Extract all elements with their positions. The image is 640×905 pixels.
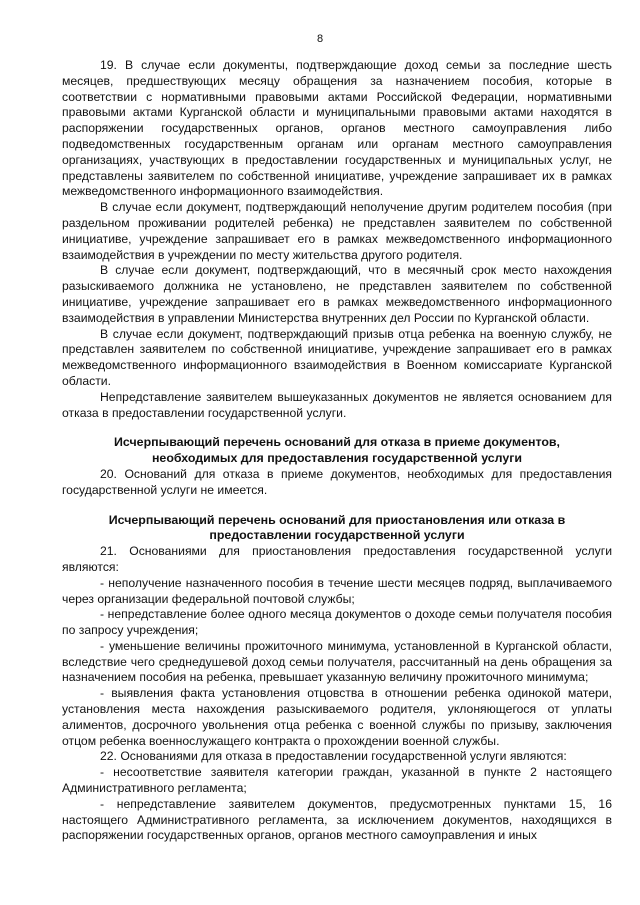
- section-heading-suspension-refusal: Исчерпывающий перечень оснований для приостановления или отказа в предоставлении государственной услуги: [108, 512, 566, 543]
- list-item-paternity-established: - выявления факта установления отцовства в отношении ребенка одинокой матери, установления места нахождения разыскиваемого родителя, уклоняющегося от уплаты алиментов, досрочного увольнения отца ребенка с военной службы по призыву, заключения отцом ребенка военнослужащего контракта о прохождении военной службы.: [62, 686, 612, 748]
- paragraph-19: 19. В случае если документы, подтверждающие доход семьи за последние шесть месяцев, предшествующих месяцу обращения за назначением пособия, которые в соответствии с нормативными правовыми актами Российской Федерации, нормативными правовыми актами Курганской области и муниципальными правовыми актами находятся в распоряжении государственных органов, органов местного самоуправления либо подведомственных государственным органам или органам местного самоуправления организациях, участвующих в предоставлении государственных и муниципальных услуг, не представлены заявителем по собственной инициативе, учреждение запрашивает их в рамках межведомственного информационного взаимодействия.: [62, 58, 612, 199]
- paragraph-22: 22. Основаниями для отказа в предоставлении государственной услуги являются:: [100, 749, 567, 764]
- paragraph-non-submission: Непредставление заявителем вышеуказанных документов не является основанием для отказа в предоставлении государственной услуги.: [62, 389, 612, 420]
- paragraph-21: 21. Основаниями для приостановления предоставления государственной услуги являются:: [62, 544, 612, 574]
- page-number: 8: [316, 33, 324, 45]
- list-item-missing-documents: - непредставление заявителем документов, предусмотренных пунктами 15, 16 настоящего Административного регламента, за исключением документов, находящихся в распоряжении государственных органов, органов местного самоуправления и иных: [62, 796, 612, 843]
- list-item-subsistence-decrease: - уменьшение величины прожиточного минимума, установленной в Курганской области, вследствие чего среднедушевой доход семьи получателя, рассчитанный на день обращения за назначением пособия на ребенка, превышает указанную величину прожиточного минимума;: [62, 638, 612, 685]
- paragraph-debtor-search: В случае если документ, подтверждающий, что в месячный срок место нахождения разыскиваемого должника не установлено, не представлен заявителем по собственной инициативе, учреждение запрашивает его в рамках межведомственного информационного взаимодействия в управлении Министерства внутренних дел России по Курганской области.: [62, 263, 612, 325]
- paragraph-other-parent: В случае если документ, подтверждающий неполучение другим родителем пособия (при раздельном проживании родителей ребенка) не представлен заявителем по собственной инициативе, учреждение запрашивает его в рамках межведомственного информационного взаимодействия в учреждении по месту жительства другого родителя.: [62, 200, 612, 262]
- list-item-category-mismatch: - несоответствие заявителя категории граждан, указанной в пункте 2 настоящего Административного регламента;: [62, 765, 612, 796]
- list-item-nonreceipt: - неполучение назначенного пособия в течение шести месяцев подряд, выплачиваемого через организации федеральной почтовой службы;: [62, 575, 612, 606]
- paragraph-20: 20. Оснований для отказа в приеме документов, необходимых для предоставления государственной услуги не имеется.: [62, 466, 612, 497]
- section-heading-refusal-acceptance: Исчерпывающий перечень оснований для отказа в приеме документов, необходимых для предоставления государственной услуги: [114, 435, 560, 466]
- paragraph-military-service: В случае если документ, подтверждающий призыв отца ребенка на военную службу, не представлен заявителем по собственной инициативе, учреждение запрашивает его в рамках межведомственного информационного взаимодействия в Военном комиссариате Курганской области.: [62, 326, 612, 388]
- list-item-no-income-docs: - непредставление более одного месяца документов о доходе семьи получателя пособия по запросу учреждения;: [62, 607, 612, 638]
